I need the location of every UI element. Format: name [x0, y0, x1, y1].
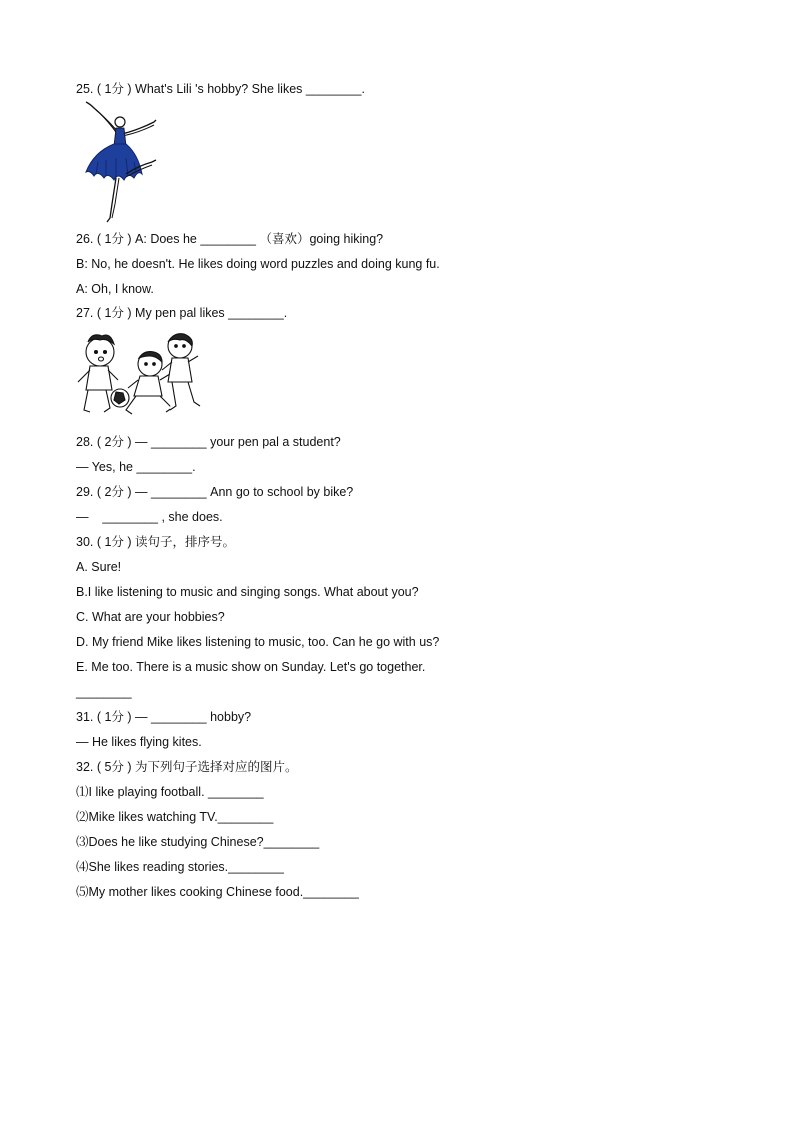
question-32-item-3: ⑶Does he like studying Chinese?________ — [76, 835, 320, 849]
question-26-dialogue-b: B: No, he doesn't. He likes doing word puzzles and doing kung fu. — [76, 257, 440, 271]
ballerina-picture — [76, 100, 160, 224]
question-30-option-b: B.I like listening to music and singing songs. What about you? — [76, 585, 419, 599]
question-28-answer: — Yes, he ________. — [76, 460, 196, 474]
question-26-dialogue-a: A: Oh, I know. — [76, 282, 154, 296]
question-28: 28. ( 2分 ) — ________ your pen pal a student? — [76, 435, 341, 449]
question-31-answer: — He likes flying kites. — [76, 735, 202, 749]
question-32-item-2: ⑵Mike likes watching TV.________ — [76, 810, 274, 824]
question-30-answer-blank: ________ — [76, 685, 132, 699]
question-25: 25. ( 1分 ) What's Lili 's hobby? She likes ________. — [76, 82, 365, 96]
question-29: 29. ( 2分 ) — ________ Ann go to school by bike? — [76, 485, 354, 499]
question-32-item-4: ⑷She likes reading stories.________ — [76, 860, 284, 874]
kids-playing-football-picture — [76, 330, 202, 422]
question-29-answer: — ________ , she does. — [76, 510, 223, 524]
question-30-option-e: E. Me too. There is a music show on Sunday. Let's go together. — [76, 660, 426, 674]
question-30-option-d: D. My friend Mike likes listening to music, too. Can he go with us? — [76, 635, 440, 649]
question-30: 30. ( 1分 ) 读句子，排序号。 — [76, 535, 236, 549]
question-32-item-1: ⑴I like playing football. ________ — [76, 785, 264, 799]
question-32-item-5: ⑸My mother likes cooking Chinese food.________ — [76, 885, 359, 899]
question-30-option-c: C. What are your hobbies? — [76, 610, 225, 624]
question-31: 31. ( 1分 ) — ________ hobby? — [76, 710, 252, 724]
question-32: 32. ( 5分 ) 为下列句子选择对应的图片。 — [76, 760, 298, 774]
question-30-option-a: A. Sure! — [76, 560, 122, 574]
question-26: 26. ( 1分 ) A: Does he ________ （喜欢）going hiking? — [76, 232, 384, 246]
question-27: 27. ( 1分 ) My pen pal likes ________. — [76, 306, 288, 320]
